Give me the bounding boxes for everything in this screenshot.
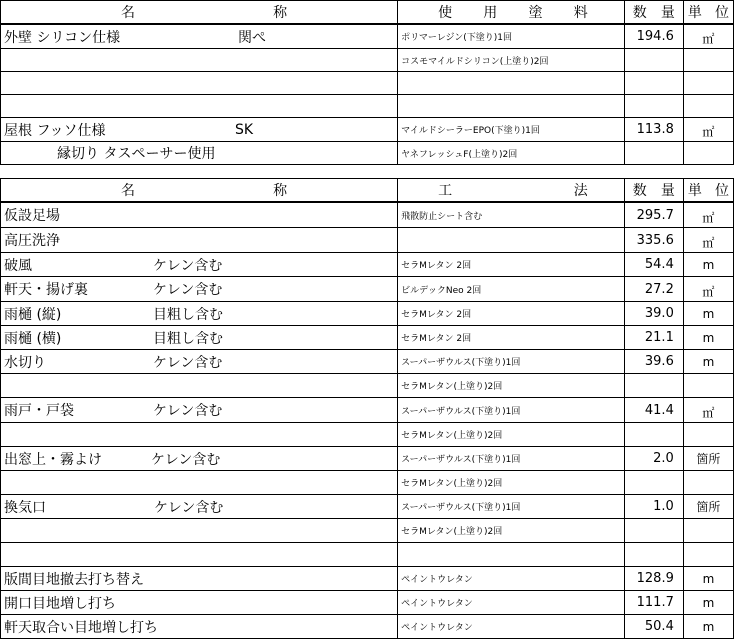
row-unit: m: [683, 302, 733, 326]
row-unit: [683, 374, 733, 398]
row-qty: 41.4: [624, 398, 683, 423]
table2-row: [1, 350, 734, 374]
row-unit: ㎡: [683, 202, 733, 228]
row-unit: m: [683, 326, 733, 350]
row-name: 軒天取合い目地増し打ち: [1, 615, 398, 639]
row-unit: ㎡: [683, 398, 733, 423]
table2-row: [1, 374, 734, 398]
table2-row: [1, 398, 734, 423]
row-unit: m: [683, 253, 733, 277]
row-unit: [683, 423, 733, 447]
table1-row: コスモマイルドシリコン(上塗り)2回: [1, 49, 734, 72]
row-name: 破風 ケレン含む: [1, 253, 398, 277]
table1-header-row: [1, 1, 734, 25]
table1-row: [1, 95, 734, 118]
header-qty: 数 量: [624, 179, 683, 203]
row-name: 仮設足場: [1, 202, 398, 228]
header-name: 名 称: [1, 179, 398, 203]
row-unit: [683, 471, 733, 495]
row-name: [1, 374, 398, 398]
row-unit: 箇所: [683, 495, 733, 519]
row-name: [1, 519, 398, 543]
row-method: ペイントウレタン: [398, 567, 625, 591]
row-method: セラMレタン(上塗り)2回: [398, 374, 625, 398]
row-method: [398, 228, 625, 253]
row-method: スーパーザウルス(下塗り)1回: [398, 398, 625, 423]
row-method: セラMレタン(上塗り)2回: [398, 471, 625, 495]
row-qty: 2.0: [624, 447, 683, 471]
row-qty: [624, 543, 683, 567]
header-name: 名 称: [1, 1, 398, 25]
table1-row: 外壁 シリコン仕様 関ぺ ポリマーレジン(下塗り)1回 194.6 ㎡: [1, 24, 734, 49]
row-name: 版間目地撤去打ち替え: [1, 567, 398, 591]
header-unit: 単 位: [683, 1, 733, 25]
row-unit: m: [683, 350, 733, 374]
row-method: スーパーザウルス(下塗り)1回: [398, 447, 625, 471]
row-method: セラMレタン 2回: [398, 326, 625, 350]
row-unit: ㎡: [683, 228, 733, 253]
row-method: ペイントウレタン: [398, 615, 625, 639]
row-qty: 50.4: [624, 615, 683, 639]
table1-row: 屋根 フッソ仕様 SK マイルドシーラーEPO(下塗り)1回 113.8 ㎡: [1, 118, 734, 142]
header-method: 工 法: [398, 179, 625, 203]
table2-row: [1, 615, 734, 639]
row-qty: [624, 471, 683, 495]
header-qty: 数 量: [624, 1, 683, 25]
row-method: セラMレタン(上塗り)2回: [398, 423, 625, 447]
table2-row: [1, 567, 734, 591]
row-qty: 54.4: [624, 253, 683, 277]
row-name: 水切り ケレン含む: [1, 350, 398, 374]
table2-row: [1, 423, 734, 447]
row-unit: 箇所: [683, 447, 733, 471]
row-unit: [683, 519, 733, 543]
table2-body: [1, 202, 734, 639]
row-method: 飛散防止シート含む: [398, 202, 625, 228]
works-table: [0, 178, 734, 639]
row-method: セラMレタン 2回: [398, 302, 625, 326]
table2-row: [1, 228, 734, 253]
row-name: 軒天・揚げ裏 ケレン含む: [1, 277, 398, 302]
row-unit: m: [683, 591, 733, 615]
table2-row: [1, 543, 734, 567]
row-qty: 128.9: [624, 567, 683, 591]
row-method: スーパーザウルス(下塗り)1回: [398, 350, 625, 374]
row-name: 高圧洗浄: [1, 228, 398, 253]
table2-row: [1, 495, 734, 519]
row-name: 開口目地増し打ち: [1, 591, 398, 615]
row-qty: 111.7: [624, 591, 683, 615]
table2-row: [1, 326, 734, 350]
row-method: [398, 543, 625, 567]
table2-row: [1, 253, 734, 277]
paint-materials-table: [0, 0, 734, 165]
row-name: [1, 423, 398, 447]
row-method: スーパーザウルス(下塗り)1回: [398, 495, 625, 519]
row-method: ビルデックNeo 2回: [398, 277, 625, 302]
header-material: 使 用 塗 料: [398, 1, 625, 25]
table1-row: [1, 72, 734, 95]
row-method: ペイントウレタン: [398, 591, 625, 615]
table2-row: [1, 302, 734, 326]
row-unit: m: [683, 567, 733, 591]
row-qty: 27.2: [624, 277, 683, 302]
row-qty: [624, 423, 683, 447]
row-name: 雨樋 (横) 目粗し含む: [1, 326, 398, 350]
row-qty: 1.0: [624, 495, 683, 519]
row-unit: m: [683, 615, 733, 639]
table2-row: [1, 447, 734, 471]
table1-row: 縁切り タスペーサー使用 ヤネフレッシュF(上塗り)2回: [1, 142, 734, 165]
row-name: 換気口 ケレン含む: [1, 495, 398, 519]
row-qty: 295.7: [624, 202, 683, 228]
row-qty: [624, 374, 683, 398]
row-method: セラMレタン 2回: [398, 253, 625, 277]
row-unit: ㎡: [683, 277, 733, 302]
table2-row: [1, 202, 734, 228]
row-qty: [624, 519, 683, 543]
row-name: [1, 471, 398, 495]
row-qty: 39.6: [624, 350, 683, 374]
table2-row: [1, 519, 734, 543]
row-name: 雨戸・戸袋 ケレン含む: [1, 398, 398, 423]
row-method: セラMレタン(上塗り)2回: [398, 519, 625, 543]
row-name: [1, 543, 398, 567]
table2-row: [1, 277, 734, 302]
table2-header-row: [1, 179, 734, 203]
row-qty: 39.0: [624, 302, 683, 326]
row-name: 出窓上・霧よけ ケレン含む: [1, 447, 398, 471]
header-unit: 単 位: [683, 179, 733, 203]
table2-row: [1, 591, 734, 615]
table2-row: [1, 471, 734, 495]
row-name: 雨樋 (縦) 目粗し含む: [1, 302, 398, 326]
row-qty: 21.1: [624, 326, 683, 350]
row-unit: [683, 543, 733, 567]
row-qty: 335.6: [624, 228, 683, 253]
